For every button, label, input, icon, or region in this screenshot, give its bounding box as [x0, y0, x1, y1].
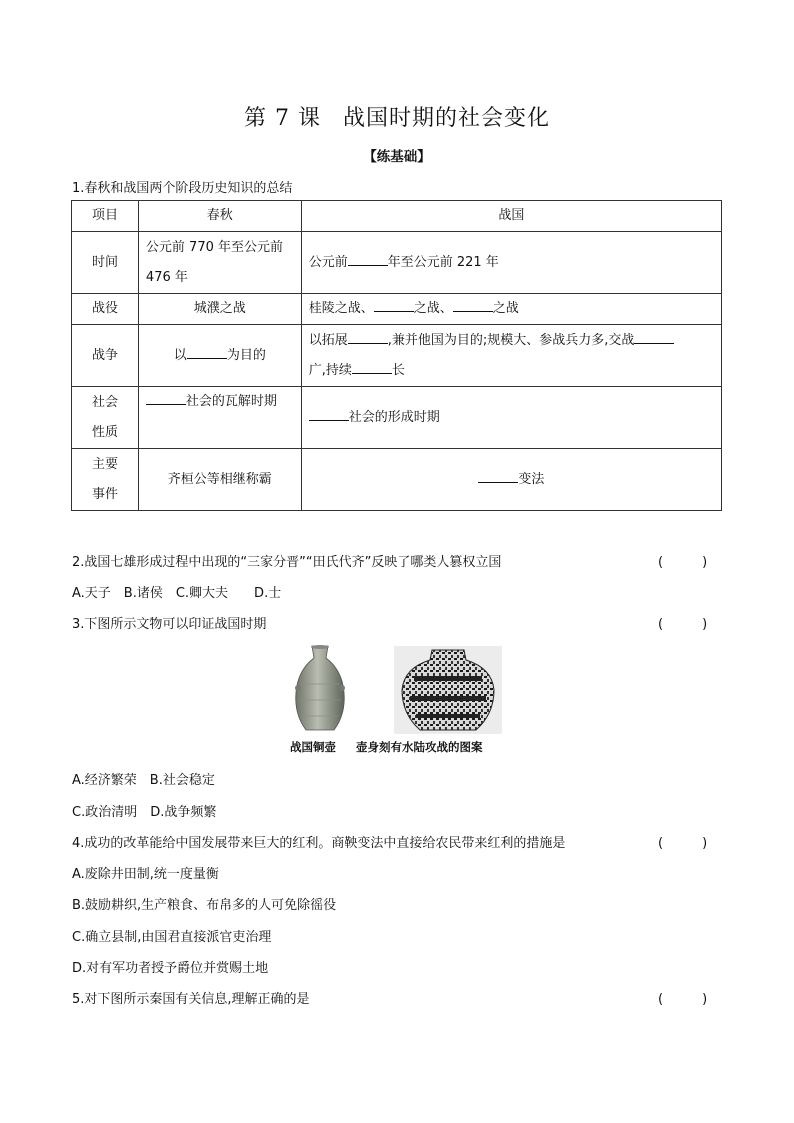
table-header-row	[72, 201, 722, 232]
q4-answer-paren[interactable]: ( )	[658, 836, 708, 851]
q4-option-b: B.鼓励耕织,生产粮食、布帛多的人可免除徭役	[72, 898, 337, 913]
fill-blank[interactable]	[146, 391, 186, 405]
bronze-vessel-image	[290, 644, 350, 734]
table-row-battle	[72, 294, 722, 325]
nature-zhanguo	[301, 387, 721, 449]
battle-zhanguo-b: 之战、	[413, 301, 453, 316]
battle-pattern-image	[394, 646, 502, 734]
nature-zhanguo-text: 社会的形成时期	[348, 409, 440, 425]
fill-blank[interactable]	[634, 330, 674, 344]
time-zhanguo-a: 公元前	[308, 254, 348, 270]
fill-blank[interactable]	[348, 252, 388, 266]
q5-stem: 5.对下图所示秦国有关信息,理解正确的是	[72, 992, 310, 1007]
row-label-nature	[72, 387, 139, 449]
q5-answer-paren[interactable]: ( )	[658, 992, 708, 1007]
q1-stem: 1.春秋和战国两个阶段历史知识的总结	[72, 181, 293, 196]
table-row-events	[72, 449, 722, 511]
fill-blank[interactable]	[352, 360, 392, 374]
row-label-events	[72, 449, 139, 511]
fill-blank[interactable]	[348, 330, 388, 344]
nature-chunqiu-text: 社会的瓦解时期	[185, 394, 277, 409]
row-label-battle: 战役	[72, 294, 139, 325]
battle-zhanguo-c: 之战	[492, 301, 519, 316]
battle-zhanguo	[301, 294, 721, 325]
war-zhanguo-a: 以拓展	[308, 332, 348, 348]
table-row-nature	[72, 387, 722, 449]
header-zhanguo: 战国	[301, 201, 721, 232]
q4-option-d: D.对有军功者授予爵位并赏赐土地	[72, 961, 269, 976]
fill-blank[interactable]	[309, 407, 349, 421]
fill-blank[interactable]	[374, 298, 414, 312]
q4-option-c: C.确立县制,由国君直接派官吏治理	[72, 930, 272, 945]
row-label-events-a: 主要	[91, 456, 118, 472]
battle-chunqiu: 城濮之战	[138, 294, 301, 325]
q2-stem: 2.战国七雄形成过程中出现的“三家分晋”“田氏代齐”反映了哪类人篡权立国	[72, 555, 502, 570]
war-zhanguo-c: 广,持续	[308, 362, 352, 378]
q4-option-a: A.废除井田制,统一度量衡	[72, 867, 219, 882]
fill-blank[interactable]	[187, 345, 227, 359]
header-chunqiu: 春秋	[138, 201, 301, 232]
war-zhanguo-d: 长	[391, 362, 405, 378]
q4-stem: 4.成功的改革能给中国发展带来巨大的红利。商鞅变法中直接给农民带来红利的措施是	[72, 836, 566, 851]
time-chunqiu-line2: 476 年	[145, 269, 188, 285]
fill-blank[interactable]	[453, 298, 493, 312]
war-chunqiu-b: 为目的	[226, 347, 266, 363]
war-zhanguo	[301, 325, 721, 387]
events-chunqiu: 齐桓公等相继称霸	[138, 449, 301, 511]
time-chunqiu-line1: 公元前 770 年至公元前	[145, 239, 283, 255]
table-row-war	[72, 325, 722, 387]
lesson-number: 第 7 课	[244, 106, 321, 131]
war-chunqiu-a: 以	[173, 347, 187, 363]
nature-chunqiu	[138, 387, 301, 449]
row-label-war: 战争	[72, 325, 139, 387]
row-label-nature-a: 社会	[91, 394, 118, 410]
q2-answer-paren[interactable]: ( )	[658, 555, 708, 570]
time-zhanguo-b: 年至公元前 221 年	[387, 254, 499, 270]
q3-options-ab: A.经济繁荣 B.社会稳定	[72, 773, 215, 788]
lesson-name: 战国时期的社会变化	[342, 106, 550, 131]
section-heading: 【练基础】	[363, 149, 431, 165]
war-zhanguo-b: ,兼并他国为目的;规模大、参战兵力多,交战	[387, 332, 635, 348]
row-label-events-b: 事件	[91, 486, 118, 502]
war-chunqiu	[138, 325, 301, 387]
q3-answer-paren[interactable]: ( )	[658, 617, 708, 632]
q3-stem: 3.下图所示文物可以印证战国时期	[72, 617, 267, 632]
time-zhanguo	[301, 232, 721, 294]
events-zhanguo	[301, 449, 721, 511]
caption-vessel: 战国铜壶	[290, 740, 336, 754]
row-label-time: 时间	[72, 232, 139, 294]
caption-pattern: 壶身刻有水陆攻战的图案	[356, 740, 483, 754]
header-item: 项目	[72, 201, 139, 232]
fill-blank[interactable]	[478, 469, 518, 483]
table-row-time	[72, 232, 722, 294]
events-zhanguo-text: 变法	[518, 471, 545, 487]
time-chunqiu	[138, 232, 301, 294]
q3-options-cd: C.政治清明 D.战争频繁	[72, 805, 217, 820]
row-label-nature-b: 性质	[91, 424, 118, 440]
q2-options: A.天子 B.诸侯 C.卿大夫 D.士	[72, 586, 282, 601]
summary-table	[71, 200, 722, 511]
page-title	[0, 101, 794, 132]
battle-zhanguo-a: 桂陵之战、	[308, 301, 374, 316]
